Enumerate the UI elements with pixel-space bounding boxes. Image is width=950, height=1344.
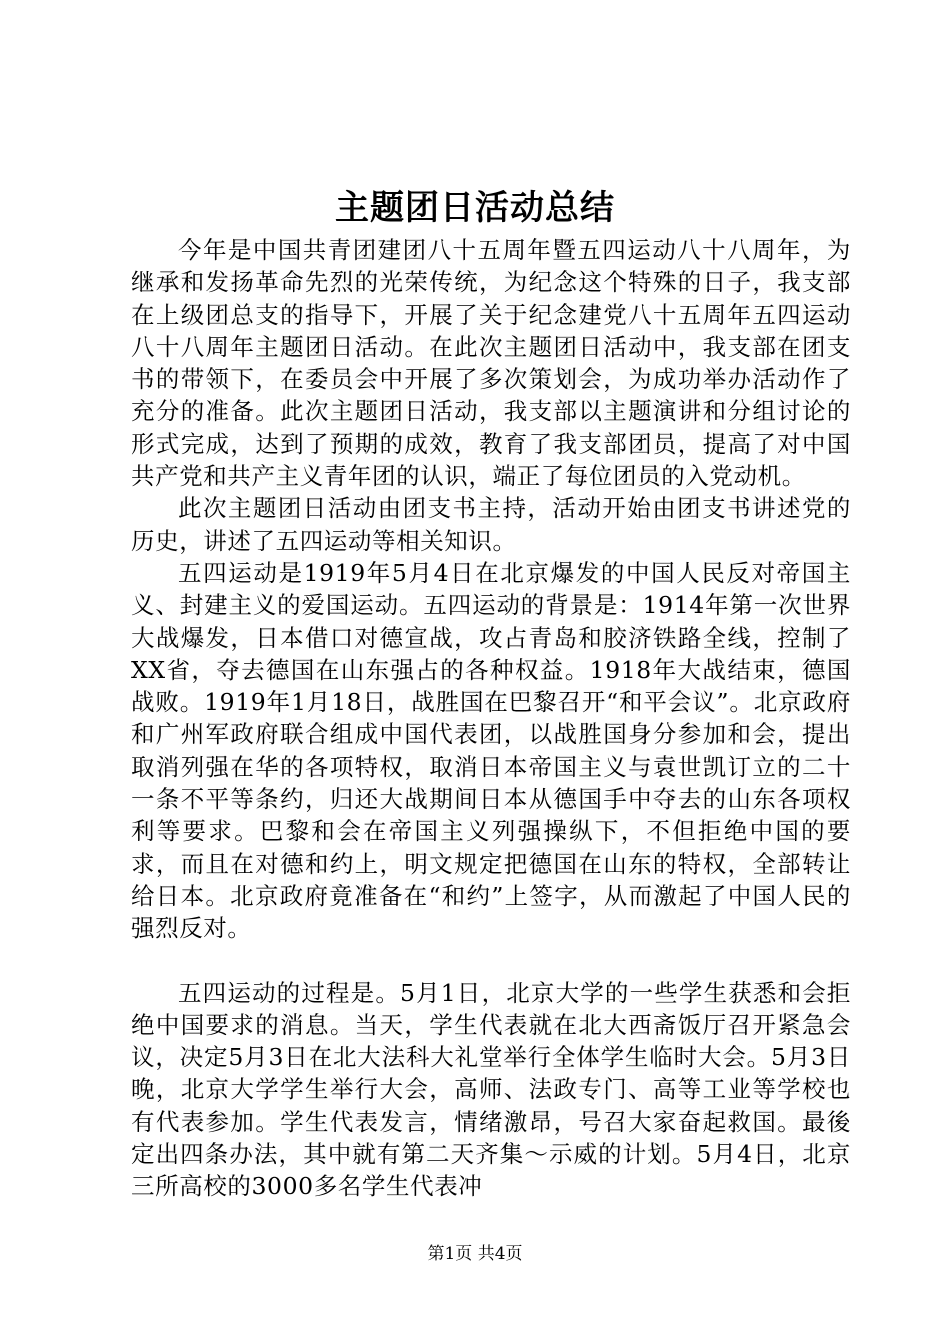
paragraph-activity: 此次主题团日活动由团支书主持，活动开始由团支书讲述党的历史，讲述了五四运动等相关知识。 bbox=[131, 494, 851, 555]
paragraph-background: 五四运动是1919年5月4日在北京爆发的中国人民反对帝国主义、封建主义的爱国运动。五四运动的背景是：1914年第一次世界大战爆发，日本借口对德宣战，攻占青岛和胶济铁路全线，控制了XX省，夺去德国在山东强占的各种权益。1918年大战结束，德国战败。1919年1月18日，战胜国在巴黎召开“和平会议”。北京政府和广州军政府联合组成中国代表团，以战胜国身分参加和会，提出取消列强在华的各项特权，取消日本帝国主义与袁世凯订立的二十一条不平等条约，归还大战期间日本从德国手中夺去的山东各项权利等要求。巴黎和会在帝国主义列强操纵下，不但拒绝中国的要求，而且在对德和约上，明文规定把德国在山东的特权，全部转让给日本。北京政府竟准备在“和约”上签字，从而激起了中国人民的强烈反对。 bbox=[131, 558, 851, 943]
paragraph-intro: 今年是中国共青团建团八十五周年暨五四运动八十八周年，为继承和发扬革命先烈的光荣传统，为纪念这个特殊的日子，我支部在上级团总支的指导下，开展了关于纪念建党八十五周年五四运动八十八周年主题团日活动。在此次主题团日活动中，我支部在团支书的带领下，在委员会中开展了多次策划会，为成功举办活动作了充分的准备。此次主题团日活动，我支部以主题演讲和分组讨论的形式完成，达到了预期的成效，教育了我支部团员，提高了对中国共产党和共产主义青年团的认识，端正了每位团员的入党动机。 bbox=[131, 236, 851, 491]
paragraph-process: 五四运动的过程是。5月1日，北京大学的一些学生获悉和会拒绝中国要求的消息。当天，学生代表就在北大西斋饭厅召开紧急会议，决定5月3日在北大法科大礼堂举行全体学生临时大会。5月3日晚，北京大学学生举行大会，高师、法政专门、高等工业等学校也有代表参加。学生代表发言，情绪激昂，号召大家奋起救国。最後定出四条办法，其中就有第二天齐集～示威的计划。5月4日，北京三所高校的3000多名学生代表冲 bbox=[131, 978, 851, 1201]
paragraph-spacer bbox=[131, 945, 851, 977]
document-body bbox=[131, 234, 851, 1203]
page-number-footer: 第1页 共4页 bbox=[427, 1244, 523, 1264]
document-title: 主题团日活动总结 bbox=[335, 188, 615, 228]
